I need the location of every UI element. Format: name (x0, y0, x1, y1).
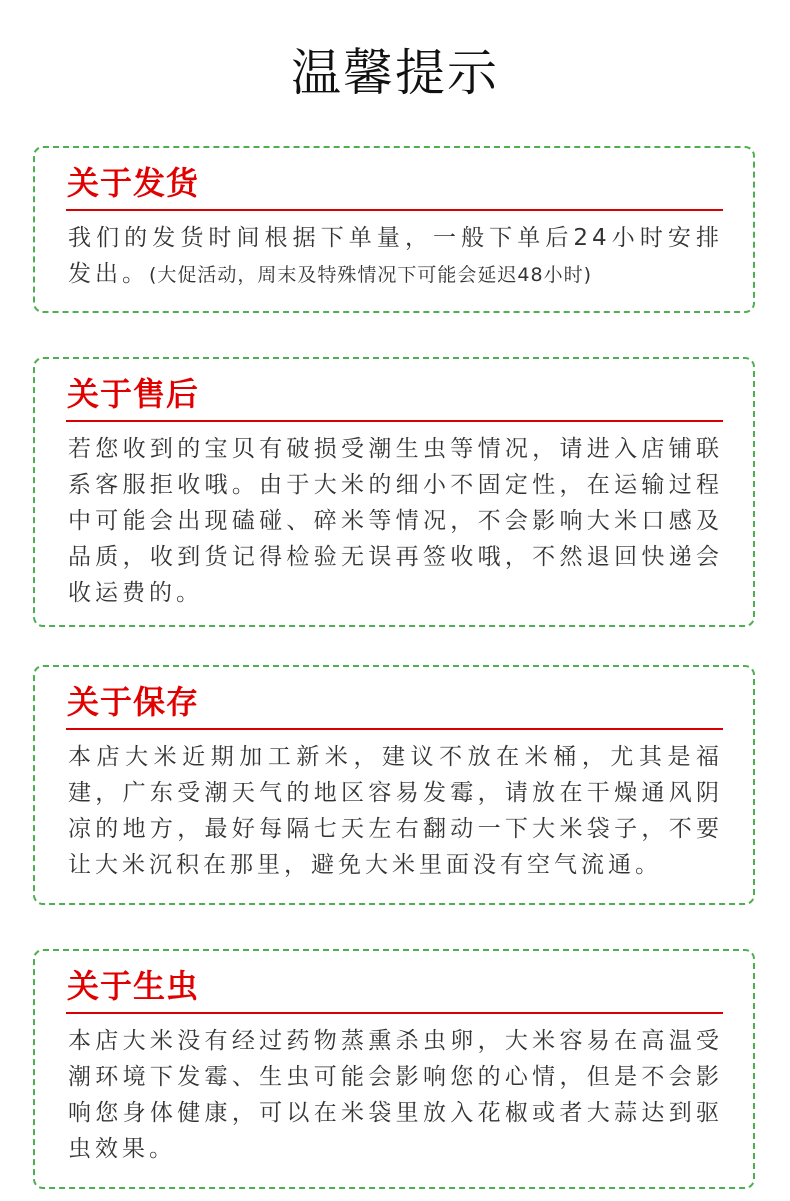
section-body (68, 220, 723, 293)
section-divider (66, 728, 723, 730)
section-title: 关于保存 (67, 683, 200, 721)
section-note: (大促活动，周末及特殊情况下可能会延迟48小时) (149, 264, 593, 286)
section-divider (66, 209, 723, 211)
section-storage (33, 665, 755, 905)
section-title: 关于发货 (67, 164, 200, 202)
section-divider (66, 1012, 723, 1014)
section-body-text: 我们的发货时间根据下单量，一般下单后24小时安排发出。 (68, 225, 723, 287)
section-title: 关于售后 (67, 375, 200, 413)
section-divider (66, 420, 723, 422)
page-title: 温馨提示 (291, 44, 499, 102)
section-body: 本店大米没有经过药物蒸熏杀虫卵，大米容易在高温受潮环境下发霉、生虫可能会影响您的心情，但是不会影响您身体健康，可以在米袋里放入花椒或者大蒜达到驱虫效果。 (68, 1028, 723, 1162)
section-insects (33, 949, 755, 1189)
section-after-sales (33, 357, 755, 627)
section-body: 若您收到的宝贝有破损受潮生虫等情况，请进入店铺联系客服拒收哦。由于大米的细小不固定性，在运输过程中可能会出现磕碰、碎米等情况，不会影响大米口感及品质，收到货记得检验无误再签收哦，不然退回快递会收运费的。 (68, 436, 723, 606)
section-shipping (33, 146, 755, 313)
section-title: 关于生虫 (67, 967, 200, 1005)
section-body: 本店大米近期加工新米，建议不放在米桶，尤其是福建，广东受潮天气的地区容易发霉，请放在干燥通风阴凉的地方，最好每隔七天左右翻动一下大米袋子，不要让大米沉积在那里，避免大米里面没有空气流通。 (68, 744, 723, 878)
